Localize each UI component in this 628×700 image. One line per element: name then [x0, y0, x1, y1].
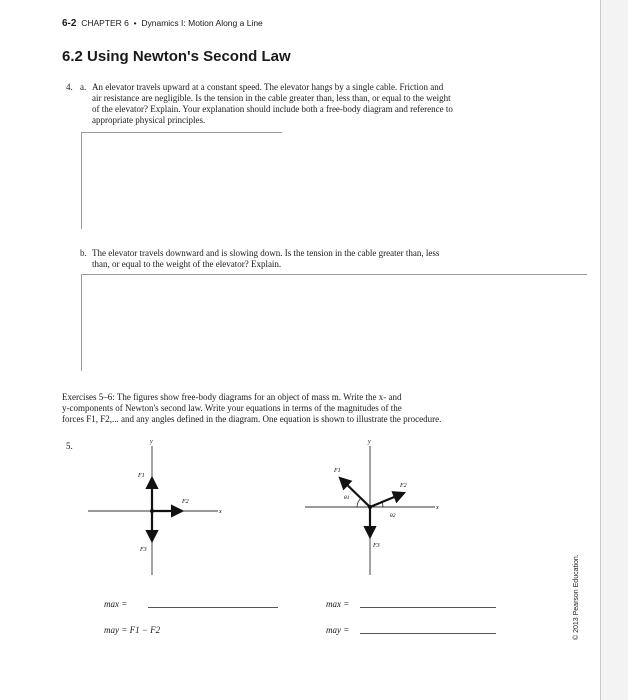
eq-left-may: may = F1 − F2	[104, 625, 161, 635]
diagram-1	[88, 439, 222, 575]
part-a-label: a.	[80, 82, 87, 92]
worksheet-page: 6-2 CHAPTER 6 • Dynamics I: Motion Along a Line 6.2 Using Newton's Second Law 4. a. An elevator travels upward at a constant speed. The elevator hangs by a single cable. Friction and air resistance are negligible. Is the tension in the cable greater than, less than, or equal to the weight of the elevator? Explain. Your explanation should include both a free-body diagram and reference to appropriate physical principles. b. The elevator travels downward and is slowing down. Is the tension in the cable greater than, less than, or equal to the weight of the elevator? Explain. Exercises 5–6: The figures show free-body diagrams for an object of mass m. Write the x- and y-components of Newton's second law. Write your equations in terms of the magnitudes of the forces F1, F2,... and any angles defined in the diagram. One equation is shown to illustrate the procedure. 5. x y F1 F2 F3 x y F1 F2 F3 θ1 θ2 max = may = F1 − F2 max = may = © 2013 Pearson Education.	[0, 0, 628, 700]
object-point	[368, 505, 372, 509]
theta1-arc	[357, 498, 361, 507]
exercises-line: y-components of Newton's second law. Write your equations in terms of the magnitudes of the	[62, 403, 402, 413]
question-number: 4.	[66, 82, 73, 92]
chapter-label: CHAPTER 6	[81, 18, 129, 28]
section-title: 6.2 Using Newton's Second Law	[62, 48, 291, 65]
part-a-line: air resistance are negligible. Is the tension in the cable greater than, less than, or equal to the weight	[92, 93, 451, 103]
x-axis-label: x	[436, 505, 439, 511]
f3-label: F3	[373, 543, 380, 549]
part-b-line: The elevator travels downward and is slowing down. Is the tension in the cable greater than, less	[92, 248, 440, 258]
f2-label: F2	[400, 483, 407, 489]
eq-left-max-label: max =	[104, 599, 128, 609]
part-a-line: of the elevator? Explain. Your explanation should include both a free-body diagram and reference to	[92, 104, 453, 114]
f2-label: F2	[182, 499, 189, 505]
object-point	[150, 509, 154, 513]
f1-label: F1	[138, 473, 145, 479]
header-separator: •	[133, 18, 137, 28]
exercises-line: Exercises 5–6: The figures show free-body diagrams for an object of mass m. Write the x- and	[62, 392, 402, 402]
exercises-line: forces F1, F2,... and any angles defined in the diagram. One equation is shown to illustrate the procedure.	[62, 414, 442, 424]
f1-label: F1	[334, 468, 341, 474]
force-f2-arrow	[370, 493, 404, 507]
chapter-title: Dynamics I: Motion Along a Line	[141, 18, 263, 28]
eq-left-max-blank[interactable]	[148, 607, 278, 608]
part-b-label: b.	[80, 248, 87, 258]
y-axis-label: y	[150, 439, 153, 445]
eq-right-may-blank[interactable]	[360, 633, 496, 634]
y-axis-label: y	[368, 439, 371, 445]
theta1-label: θ1	[344, 495, 350, 501]
eq-right-max-blank[interactable]	[360, 607, 496, 608]
part-b-line: than, or equal to the weight of the elevator? Explain.	[92, 259, 282, 269]
part-a-line: appropriate physical principles.	[92, 115, 206, 125]
page-number: 6-2	[62, 18, 77, 29]
diagram-2	[305, 439, 439, 575]
theta2-label: θ2	[390, 513, 396, 519]
exercise-number: 5.	[66, 441, 73, 451]
x-axis-label: x	[219, 509, 222, 515]
f3-label: F3	[140, 547, 147, 553]
eq-right-may-label: may =	[326, 625, 350, 635]
eq-right-max-label: max =	[326, 599, 350, 609]
force-f1-arrow	[340, 478, 370, 507]
part-a-line: An elevator travels upward at a constant speed. The elevator hangs by a single cable. Friction and	[92, 82, 444, 92]
